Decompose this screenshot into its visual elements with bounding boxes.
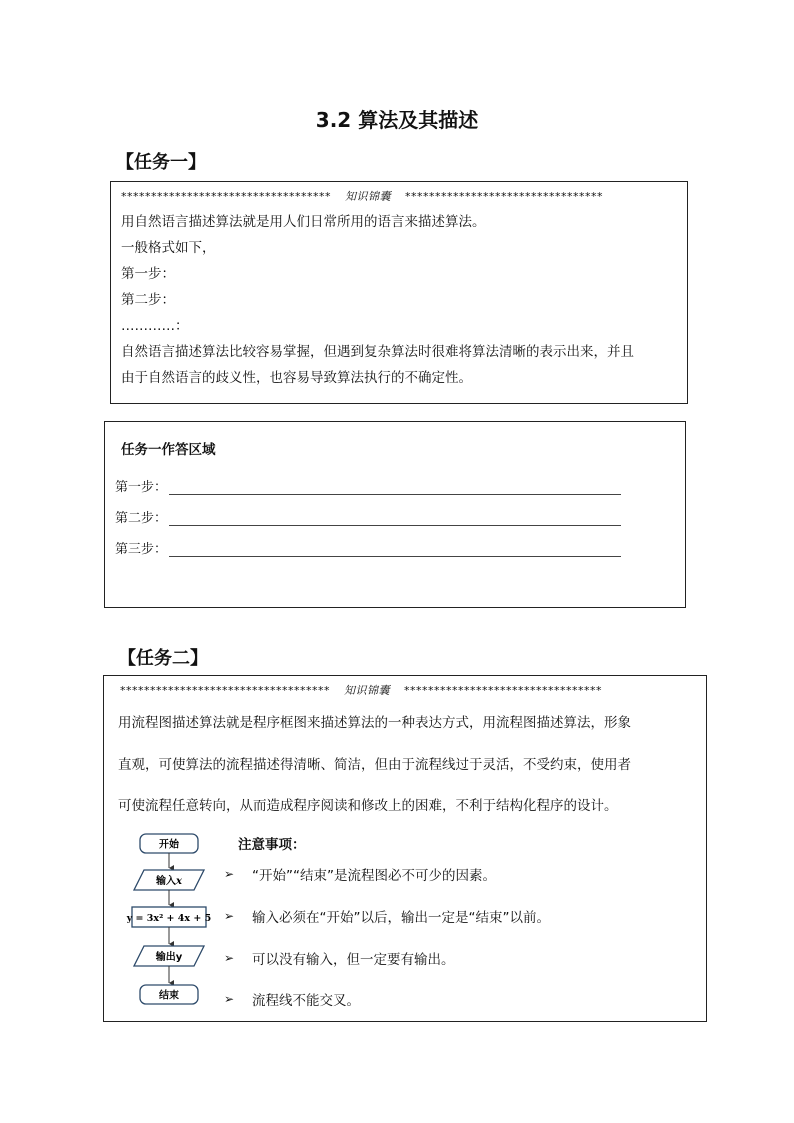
paragraph-line: 由于自然语言的歧义性，也容易导致算法执行的不确定性。 bbox=[121, 370, 472, 386]
task1-text bbox=[121, 209, 634, 391]
paragraph-line: 自然语言描述算法比较容易掌握，但遇到复杂算法时很难将算法清晰的表示出来，并且 bbox=[121, 344, 634, 360]
bullet-arrow-icon: ➢ bbox=[224, 867, 235, 881]
flow-process-node bbox=[126, 907, 211, 927]
paragraph-line: 用自然语言描述算法就是用人们日常所用的语言来描述算法。 bbox=[121, 214, 486, 230]
flow-output-label: 输出y bbox=[155, 952, 183, 963]
note-text: 输入必须在“开始”以后，输出一定是“结束”以前。 bbox=[252, 910, 550, 926]
flow-input-node bbox=[134, 870, 204, 890]
paragraph-line: 直观，可使算法的流程描述得清晰、简洁，但由于流程线过于灵活，不受约束，使用者 bbox=[118, 757, 631, 773]
task1-heading: 【任务一】 bbox=[116, 152, 206, 173]
answer-row-2 bbox=[115, 507, 621, 526]
task1-knowledge-box bbox=[110, 181, 688, 404]
note-text: “开始”“结束”是流程图必不可少的因素。 bbox=[252, 868, 496, 884]
answer-label: 第三步： bbox=[115, 542, 168, 557]
answer-row-3 bbox=[115, 538, 621, 557]
banner-stars-right: ********************************* bbox=[404, 684, 602, 697]
note-text: 可以没有输入，但一定要有输出。 bbox=[252, 952, 455, 968]
banner-stars-left: *********************************** bbox=[120, 684, 330, 697]
task2-banner bbox=[120, 682, 602, 698]
note-item bbox=[224, 864, 496, 884]
flow-start-node bbox=[140, 834, 198, 853]
answer-label: 第一步： bbox=[115, 480, 168, 495]
answer-input-line[interactable] bbox=[169, 480, 621, 495]
paragraph-line: 一般格式如下， bbox=[121, 240, 216, 256]
flowchart-diagram bbox=[126, 830, 216, 1012]
answer-row-1 bbox=[115, 476, 621, 495]
banner-label: 知识锦囊 bbox=[345, 190, 391, 203]
paragraph-line: 可使流程任意转向，从而造成程序阅读和修改上的困难，不利于结构化程序的设计。 bbox=[118, 798, 618, 814]
bullet-arrow-icon: ➢ bbox=[224, 909, 235, 923]
banner-stars-right: ********************************* bbox=[405, 190, 603, 203]
task1-answer-area bbox=[104, 421, 686, 608]
bullet-arrow-icon: ➢ bbox=[224, 951, 235, 965]
svg-text:输入x bbox=[155, 874, 183, 887]
flow-end-node bbox=[140, 985, 198, 1004]
bullet-arrow-icon: ➢ bbox=[224, 992, 235, 1006]
notes-title: 注意事项： bbox=[238, 837, 306, 853]
flow-end-label: 结束 bbox=[159, 990, 179, 1002]
answer-area-title: 任务一作答区域 bbox=[121, 442, 216, 458]
paragraph-line: 用流程图描述算法就是程序框图来描述算法的一种表达方式，用流程图描述算法，形象 bbox=[118, 715, 631, 731]
answer-input-line[interactable] bbox=[169, 542, 621, 557]
note-text: 流程线不能交叉。 bbox=[252, 993, 360, 1009]
task2-heading: 【任务二】 bbox=[118, 648, 208, 669]
banner-label: 知识锦囊 bbox=[344, 684, 390, 697]
answer-label: 第二步： bbox=[115, 511, 168, 526]
answer-input-line[interactable] bbox=[169, 511, 621, 526]
flow-start-label: 开始 bbox=[159, 839, 179, 851]
note-item bbox=[224, 906, 550, 926]
task1-banner bbox=[121, 188, 603, 204]
page-title: 3.2 算法及其描述 bbox=[315, 108, 479, 132]
paragraph-line: 第一步： bbox=[121, 266, 175, 282]
flow-process-label: y = 3x² + 4x + 5 bbox=[126, 913, 212, 924]
note-item bbox=[224, 948, 455, 968]
task2-knowledge-box bbox=[103, 675, 707, 1022]
paragraph-line: …………： bbox=[121, 318, 189, 334]
note-item bbox=[224, 989, 360, 1009]
flow-output-node bbox=[134, 946, 204, 966]
flow-input-label: 输入 bbox=[156, 876, 177, 887]
banner-stars-left: *********************************** bbox=[121, 190, 331, 203]
flow-input-var: x bbox=[176, 876, 182, 887]
paragraph-line: 第二步： bbox=[121, 292, 175, 308]
